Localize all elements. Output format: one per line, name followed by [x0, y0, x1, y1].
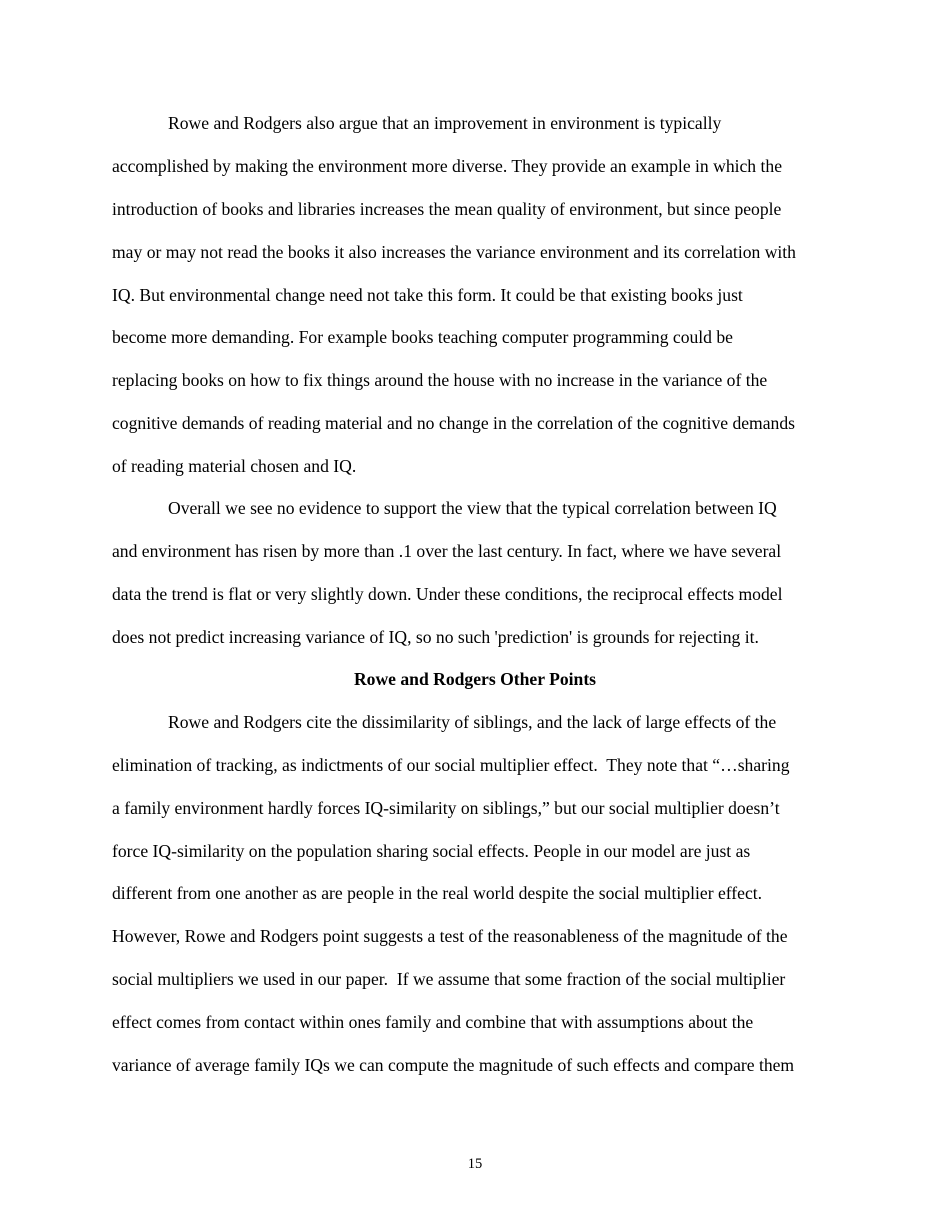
paragraph-line: force IQ-similarity on the population sharing social effects. People in our model are just as — [112, 841, 751, 861]
paragraph-line: Overall we see no evidence to support the view that the typical correlation between IQ — [168, 498, 777, 518]
paragraph-line: However, Rowe and Rodgers point suggests a test of the reasonableness of the magnitude of the — [112, 926, 788, 946]
section-heading: Rowe and Rodgers Other Points — [353, 669, 597, 689]
paragraph-line: Rowe and Rodgers cite the dissimilarity of siblings, and the lack of large effects of the — [168, 712, 777, 732]
paragraph-line: effect comes from contact within ones family and combine that with assumptions about the — [112, 1012, 754, 1032]
page-number: 15 — [467, 1156, 483, 1172]
paragraph-line: cognitive demands of reading material and no change in the correlation of the cognitive demands — [112, 413, 795, 433]
paragraph-line: different from one another as are people in the real world despite the social multiplier effect. — [112, 883, 763, 903]
paragraph-line: accomplished by making the environment more diverse. They provide an example in which the — [112, 156, 782, 176]
paragraph-line: of reading material chosen and IQ. — [112, 456, 357, 476]
paragraph-line: Rowe and Rodgers also argue that an improvement in environment is typically — [168, 113, 722, 133]
paragraph-line: variance of average family IQs we can compute the magnitude of such effects and compare them — [112, 1055, 795, 1075]
paragraph-line: and environment has risen by more than .1 over the last century. In fact, where we have several — [112, 541, 782, 561]
paragraph-line: social multipliers we used in our paper. If we assume that some fraction of the social multiplier — [112, 969, 786, 989]
paragraph-line: a family environment hardly forces IQ-similarity on siblings,” but our social multiplier doesn’t — [112, 798, 780, 818]
paragraph-line: IQ. But environmental change need not take this form. It could be that existing books just — [112, 285, 743, 305]
paragraph-line: introduction of books and libraries increases the mean quality of environment, but since people — [112, 199, 782, 219]
paragraph-line: data the trend is flat or very slightly down. Under these conditions, the reciprocal effects model — [112, 584, 783, 604]
paragraph-line: does not predict increasing variance of IQ, so no such 'prediction' is grounds for rejecting it. — [112, 627, 759, 647]
paragraph-line: replacing books on how to fix things around the house with no increase in the variance of the — [112, 370, 768, 390]
paragraph-line: elimination of tracking, as indictments of our social multiplier effect. They note that “…sharing — [112, 755, 790, 775]
paragraph-line: become more demanding. For example books teaching computer programming could be — [112, 327, 733, 347]
paragraph-line: may or may not read the books it also increases the variance environment and its correlation with — [112, 242, 796, 262]
